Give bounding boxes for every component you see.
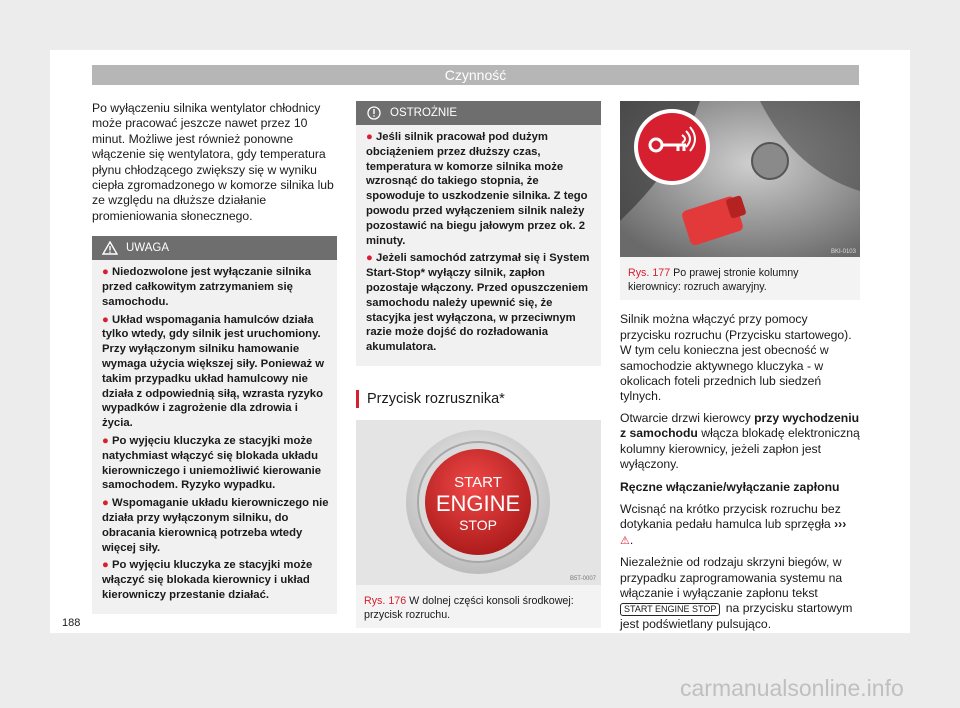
paragraph-4-start: Niezależnie od rodzaju skrzyni biegów, w przypadku zaprogramowania systemu na włączanie i wyłączanie zapłonu tekst	[620, 555, 843, 600]
bullet-icon: ●	[366, 131, 376, 143]
figure-176-caption	[356, 589, 601, 628]
figure-177	[620, 101, 860, 300]
warning-triangle-icon	[102, 241, 118, 255]
list-item-text: Po wyjęciu kluczyka ze stacyjki może włączyć się blokada kierownicy i układ kierowniczy przestanie działać.	[102, 559, 313, 601]
button-text-stop: STOP	[459, 516, 497, 533]
paragraph-4	[620, 555, 860, 632]
list-item	[366, 251, 593, 355]
list-item	[102, 496, 329, 555]
warning-header	[92, 236, 337, 260]
chapter-header: Czynność	[92, 65, 859, 85]
button-text-engine: ENGINE	[435, 490, 521, 516]
figure-176-text: W dolnej części konsoli środkowej: przycisk rozruchu.	[364, 595, 574, 621]
warning-ref-icon: ⚠	[620, 534, 630, 547]
list-item	[366, 130, 593, 248]
figure-code: BKI-0103	[830, 249, 856, 255]
paragraph-2-start: Otwarcie drzwi kierowcy	[620, 410, 755, 425]
caution-list	[356, 125, 601, 366]
caution-circle-icon	[366, 106, 382, 120]
bullet-icon: ●	[366, 252, 376, 265]
caution-box	[356, 101, 601, 366]
list-item-text: Jeżeli samochód zatrzymał się i System Start-Stop* wyłączy silnik, zapłon pozostaje włączony. Przed opuszczeniem samochodu należy upewnić się, że stacyjka jest wyłączona, w przeciwnym razie może dojść do rozładowania akumulatora.	[366, 252, 590, 354]
list-item-text: Po wyjęciu kluczyka ze stacyjki może natychmiast włączyć się blokada układu kierowniczego i uniemożliwić kierowanie samochodem. Ryzyko wypadku.	[102, 435, 322, 492]
list-item	[102, 434, 329, 493]
button-text-start: START	[454, 473, 502, 491]
list-item	[102, 265, 329, 309]
bullet-icon: ●	[102, 435, 112, 448]
list-item	[102, 313, 329, 431]
paragraph-4-end: na przycisku startowym jest podświetlany pulsująco.	[620, 601, 853, 631]
section-title: Przycisk rozrusznika*	[356, 390, 601, 408]
paragraph-1: Silnik można włączyć przy pomocy przycisku rozruchu (Przycisku startowego). W tym celu konieczna jest obecność w samochodzie aktywnego kluczyka - w okolicach foteli przednich lub siedzeń tylnych.	[620, 312, 852, 404]
caution-header	[356, 101, 601, 125]
middle-column	[356, 101, 601, 628]
figure-177-text: Po prawej stronie kolumny kierownicy: rozruch awaryjny.	[628, 267, 799, 293]
list-item-text: Niedozwolone jest wyłączanie silnika przed całkowitym zatrzymaniem się samochodu.	[102, 266, 311, 308]
list-item-text: Jeśli silnik pracował pod dużym obciążeniem przez dłuższy czas, temperatura w komorze silnika może wzrosnąć do takiego stopnia, że spowoduje to uszkodzenie silnika. Z tego powodu przed wyłączeniem silnik należy pozostawić na biegu jałowym przez ok. 2 minuty.	[366, 131, 588, 247]
figure-176	[356, 420, 601, 628]
paragraph-2-bold: przy wychodzeniu z samochodu	[620, 410, 860, 441]
caution-title: OSTROŻNIE	[390, 107, 458, 119]
subheading: Ręczne włączanie/wyłączanie zapłonu	[620, 480, 840, 495]
left-column	[92, 101, 337, 614]
emergency-start-image	[620, 101, 860, 257]
bullet-icon: ●	[102, 559, 112, 572]
start-engine-stop-label: START ENGINE STOP	[620, 603, 720, 616]
figure-176-label: Rys. 176	[364, 595, 407, 608]
right-column	[620, 101, 860, 632]
warning-list	[92, 260, 337, 614]
bullet-icon: ●	[102, 266, 112, 279]
list-item-text: Układ wspomagania hamulców działa tylko wtedy, gdy silnik jest uruchomiony. Przy wyłączonym silniku hamowanie wymaga użycia większej siły. Ponieważ w takim przypadku układ hamulcowy nie działa z odpowiednią siłą, wzrasta ryzyko wypadków i zagrożenie dla zdrowia i życia.	[102, 313, 325, 430]
paragraph-2-end: włącza blokadę elektroniczną kolumny kierownicy, jeżeli zapłon jest wyłączony.	[620, 426, 860, 472]
figure-177-label: Rys. 177	[628, 267, 671, 280]
paragraph-2	[620, 411, 860, 473]
paragraph-3: Wcisnąć na krótko przycisk rozruchu bez dotykania pedału hamulca lub sprzęgła ››› ⚠.	[620, 501, 847, 547]
reference-arrows: ›››	[834, 517, 847, 532]
bullet-icon: ●	[102, 313, 112, 326]
page-number: 188	[62, 617, 81, 629]
paragraph-3-text: Wcisnąć na krótko przycisk rozruchu bez dotykania pedału hamulca lub sprzęgła	[620, 501, 841, 532]
figure-code: B5T-0007	[569, 575, 596, 582]
intro-paragraph: Po wyłączeniu silnika wentylator chłodnicy może pracować jeszcze nawet przez 10 minut. Możliwe jest również ponowne włączenie się wentylatora, gdy temperatura płynu chłodzącego zwiększy się w wyniku ciepła zgromadzonego w komorze silnika lub ze względu na dłuższe działanie promieniowania słonecznego.	[92, 101, 334, 223]
warning-title: UWAGA	[126, 242, 170, 255]
warning-box	[92, 236, 337, 614]
figure-177-caption	[620, 261, 860, 300]
list-item	[102, 558, 329, 602]
watermark: carmanualsonline.info	[680, 675, 904, 701]
start-stop-button-image	[356, 420, 601, 585]
bullet-icon: ●	[102, 497, 112, 510]
list-item-text: Wspomaganie układu kierowniczego nie działa przy wyłączonym silniku, do obracania kierownicą potrzeba wtedy więcej siły.	[102, 497, 329, 554]
